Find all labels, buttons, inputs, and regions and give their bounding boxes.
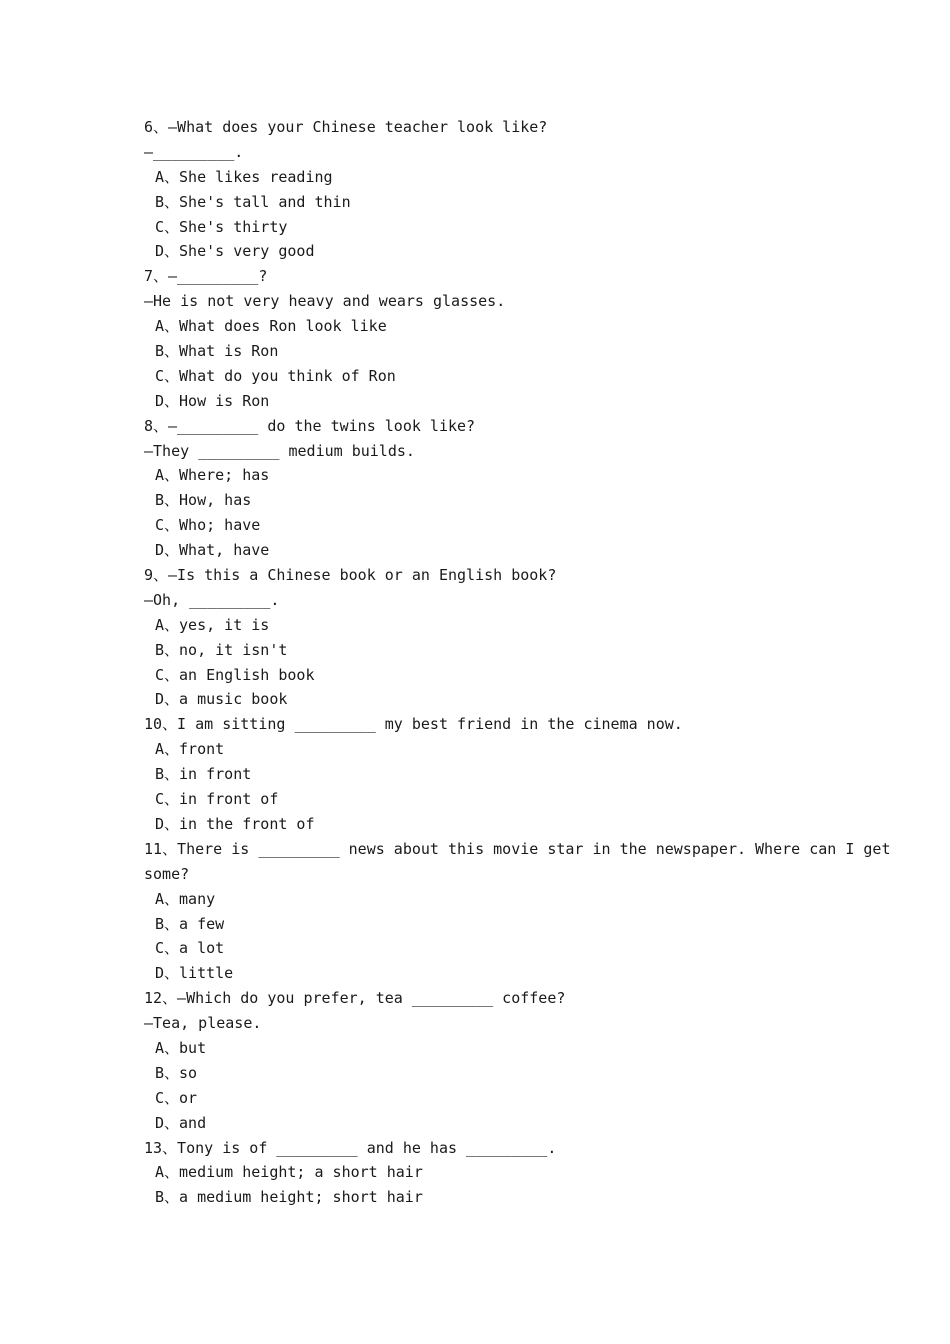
question-stem: 11、There is _________ news about this movie star in the newspaper. Where can I get [144,839,891,858]
option-c: C、in front of [155,790,279,809]
question-stem: —He is not very heavy and wears glasses. [144,292,506,311]
question-stem: 10、I am sitting _________ my best friend in the cinema now. [144,715,683,734]
option-d: D、in the front of [155,814,315,833]
question-stem: 8、—_________ do the twins look like? [144,416,476,435]
option-d: D、She's very good [155,242,315,261]
question-stem: some? [144,864,190,883]
option-b: B、She's tall and thin [155,192,351,211]
option-b: B、a medium height; short hair [155,1188,423,1207]
option-a: A、many [155,889,216,908]
worksheet-page [144,115,891,1210]
question-8 [144,414,844,563]
question-stem: 9、—Is this a Chinese book or an English book? [144,566,557,585]
option-a: A、What does Ron look like [155,317,387,336]
question-stem: —_________. [144,142,244,161]
question-stem: 12、—Which do you prefer, tea _________ coffee? [144,989,566,1008]
option-b: B、What is Ron [155,342,279,361]
question-6 [144,115,844,264]
option-c: C、an English book [155,665,315,684]
question-13 [144,1136,844,1211]
option-d: D、little [155,964,234,983]
question-11 [144,837,891,986]
option-a: A、front [155,740,225,759]
option-d: D、and [155,1113,207,1132]
option-b: B、a few [155,914,225,933]
question-stem: —Tea, please. [144,1014,262,1033]
question-stem: 7、—_________? [144,267,268,286]
option-a: A、She likes reading [155,167,333,186]
option-a: A、Where; has [155,466,270,485]
question-10 [144,712,844,836]
option-c: C、What do you think of Ron [155,366,396,385]
option-b: B、so [155,1063,198,1082]
option-a: A、but [155,1038,207,1057]
option-a: A、yes, it is [155,615,270,634]
question-7 [144,264,844,413]
option-c: C、Who; have [155,516,261,535]
option-d: D、What, have [155,541,270,560]
option-b: B、in front [155,765,252,784]
option-a: A、medium height; a short hair [155,1163,423,1182]
option-b: B、no, it isn't [155,640,288,659]
question-12 [144,986,844,1135]
question-stem: 6、—What does your Chinese teacher look like? [144,118,548,136]
question-stem: —They _________ medium builds. [144,441,415,460]
option-d: D、How is Ron [155,391,270,410]
option-c: C、She's thirty [155,217,288,236]
question-9 [144,563,844,712]
question-stem: 13、Tony is of _________ and he has _________. [144,1138,557,1157]
option-d: D、a music book [155,690,288,709]
option-b: B、How, has [155,491,252,510]
question-stem: —Oh, _________. [144,590,280,609]
option-c: C、a lot [155,939,225,958]
option-c: C、or [155,1088,198,1107]
